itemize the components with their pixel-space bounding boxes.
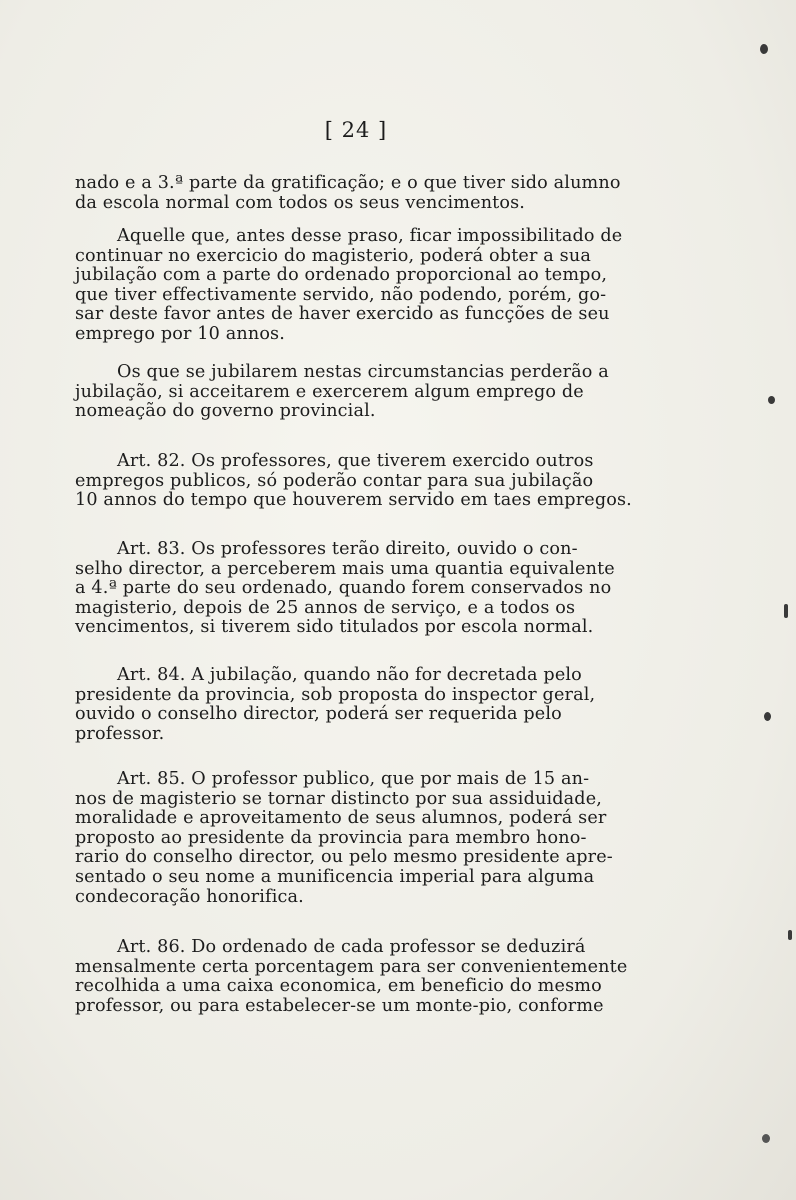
article-82 bbox=[75, 452, 632, 511]
text-line: condecoração honorifica. bbox=[75, 886, 304, 907]
text-line: professor, ou para estabelecer-se um monte-pio, conforme bbox=[75, 995, 604, 1016]
text-line: selho director, a perceberem mais uma quantia equivalente bbox=[75, 558, 615, 579]
text-line: moralidade e aproveitamento de seus alumnos, poderá ser bbox=[75, 808, 607, 829]
text-line: sar deste favor antes de haver exercido as funcções de seu bbox=[75, 304, 610, 325]
text-line: emprego por 10 annos. bbox=[75, 323, 285, 344]
text-line: 10 annos do tempo que houverem servido em taes empregos. bbox=[75, 490, 632, 511]
text-line: ouvido o conselho director, poderá ser requerida pelo bbox=[75, 704, 562, 725]
paragraph-aquelle bbox=[75, 227, 632, 345]
text-line: Art. 82. Os professores, que tiverem exercido outros bbox=[117, 451, 594, 471]
scan-speck bbox=[760, 44, 768, 54]
scan-speck bbox=[768, 396, 775, 404]
text-line: mensalmente certa porcentagem para ser convenientemente bbox=[75, 956, 628, 977]
text-line: continuar no exercicio do magisterio, poderá obter a sua bbox=[75, 245, 591, 266]
paragraph-os-que bbox=[75, 363, 632, 422]
text-line: rario do conselho director, ou pelo mesmo presidente apre- bbox=[75, 847, 613, 868]
article-86 bbox=[75, 938, 632, 1016]
text-line: Art. 86. Do ordenado de cada professor se deduzirá bbox=[117, 937, 586, 957]
text-line: jubilação, si acceitarem e exercerem algum emprego de bbox=[75, 381, 584, 402]
article-85 bbox=[75, 770, 632, 907]
text-line: recolhida a uma caixa economica, em beneficio do mesmo bbox=[75, 976, 602, 997]
text-line: nos de magisterio se tornar distincto por sua assiduidade, bbox=[75, 788, 603, 809]
scan-speck bbox=[762, 1134, 770, 1143]
text-line: Art. 85. O professor publico, que por mais de 15 an- bbox=[117, 769, 590, 789]
text-line: sentado o seu nome a munificencia imperial para alguma bbox=[75, 866, 595, 887]
text-line: nomeação do governo provincial. bbox=[75, 401, 376, 422]
text-line: que tiver effectivamente servido, não podendo, porém, go- bbox=[75, 284, 607, 305]
article-84 bbox=[75, 666, 632, 744]
scan-speck bbox=[788, 930, 792, 940]
text-line: Os que se jubilarem nestas circumstancias perderão a bbox=[117, 362, 609, 382]
scan-speck bbox=[764, 712, 771, 721]
text-line: presidente da provincia, sob proposta do inspector geral, bbox=[75, 684, 596, 705]
text-line: professor. bbox=[75, 723, 165, 744]
text-line: vencimentos, si tiverem sido titulados por escola normal. bbox=[75, 617, 594, 638]
text-line: Aquelle que, antes desse praso, ficar impossibilitado de bbox=[117, 226, 623, 246]
text-line: da escola normal com todos os seus vencimentos. bbox=[75, 192, 526, 213]
article-83 bbox=[75, 540, 632, 638]
text-line: Art. 83. Os professores terão direito, ouvido o con- bbox=[117, 539, 578, 559]
text-line: magisterio, depois de 25 annos de serviço, e a todos os bbox=[75, 597, 576, 618]
text-line: nado e a 3.ª parte da gratificação; e o que tiver sido alumno bbox=[75, 173, 621, 193]
page-number: [ 24 ] bbox=[324, 118, 388, 142]
text-line: empregos publicos, só poderão contar para sua jubilação bbox=[75, 470, 594, 491]
text-line: proposto ao presidente da provincia para membro hono- bbox=[75, 827, 587, 848]
scan-speck bbox=[784, 604, 788, 618]
text-line: a 4.ª parte do seu ordenado, quando forem conservados no bbox=[75, 578, 612, 599]
text-line: jubilação com a parte do ordenado proporcional ao tempo, bbox=[75, 265, 608, 286]
paragraph-intro bbox=[75, 174, 632, 213]
text-line: Art. 84. A jubilação, quando não for decretada pelo bbox=[117, 665, 582, 685]
